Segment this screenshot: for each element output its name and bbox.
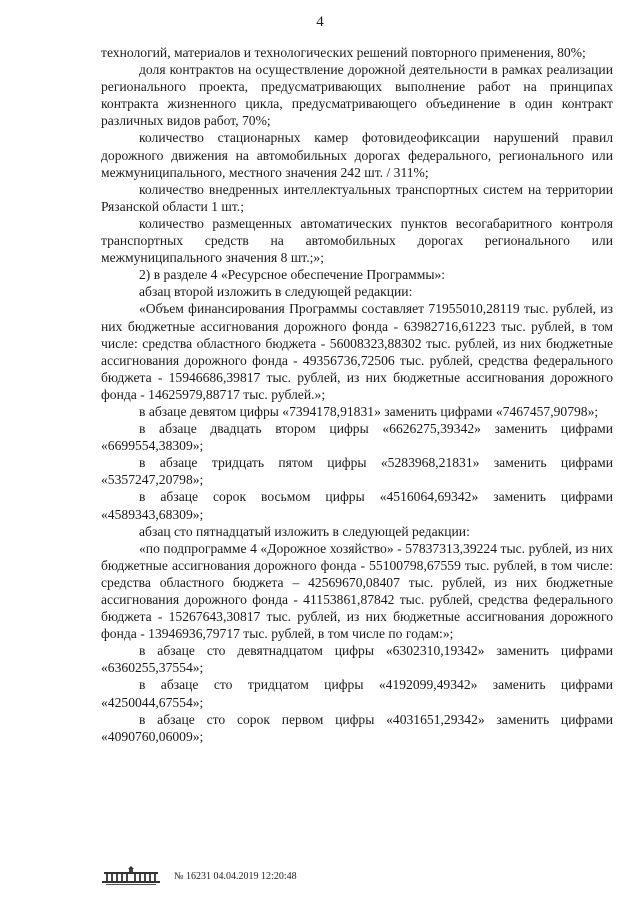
paragraph: количество внедренных интеллектуальных транспортных систем на территории Рязанской области 1 шт.; — [101, 181, 613, 214]
paragraph: «по подпрограмме 4 «Дорожное хозяйство» - 57837313,39224 тыс. рублей, из них бюджетные ассигнования дорожного фонда - 55100798,67559 тыс. рублей, в том числе: средства областного бюджета – 42569670,08407 тыс. рублей, из них бюджетные ассигнования дорожного фонда - 41153861,87842 тыс. рублей, средства федерального бюджета - 15267643,30817 тыс. рублей, из них бюджетные ассигнования дорожного фонда - 13946936,79717 тыс. рублей, в том числе по годам:»; — [101, 540, 613, 642]
document-body — [101, 44, 613, 745]
paragraph: в абзаце сорок восьмом цифры «4516064,69342» заменить цифрами «4589343,68309»; — [101, 489, 613, 522]
paragraph: абзац второй изложить в следующей редакции: — [139, 284, 413, 300]
paragraph: количество стационарных камер фотовидеофиксации нарушений правил дорожного движения на автомобильных дорогах федерального, регионального или межмуниципального, местного значения 242 шт. / 311%; — [101, 130, 613, 180]
paragraph: в абзаце двадцать втором цифры «6626275,39342» заменить цифрами «6699554,38309»; — [101, 421, 613, 454]
paragraph: количество размещенных автоматических пунктов весогабаритного контроля транспортных средств на автомобильных дорогах регионального или межмуниципального значения 8 шт.;»; — [101, 215, 613, 266]
paragraph: в абзаце тридцать пятом цифры «5283968,21831» заменить цифрами «5357247,20798»; — [101, 455, 613, 488]
paragraph: «Объем финансирования Программы составляет 71955010,28119 тыс. рублей, из них бюджетные ассигнования дорожного фонда - 63982716,61223 тыс. рублей, в том числе: средства областного бюджета - 56008323,88302 тыс. рублей, из них бюджетные ассигнования дорожного фонда - 49356736,72506 тыс. рублей, средства федерального бюджета - 15946686,39817 тыс. рублей, из них бюджетные ассигнования дорожного фонда - 14625979,88717 тыс. рублей.»; — [101, 301, 613, 402]
paragraph: в абзаце сто тридцатом цифры «4192099,49342» заменить цифрами «4250044,67554»; — [101, 677, 613, 710]
paragraph: в абзаце девятом цифры «7394178,91831» заменить цифрами «7467457,90798»; — [139, 403, 599, 419]
page-number: 4 — [316, 14, 324, 30]
paragraph: 2) в разделе 4 «Ресурсное обеспечение Программы»: — [139, 267, 446, 283]
paragraph: технологий, материалов и технологических решений повторного применения, 80%; — [101, 45, 586, 60]
registration-stamp: № 16231 04.04.2019 12:20:48 — [174, 870, 297, 882]
government-building-icon — [100, 865, 162, 887]
paragraph: в абзаце сто сорок первом цифры «4031651,29342» заменить цифрами «4090760,06009»; — [101, 711, 613, 744]
paragraph: в абзаце сто девятнадцатом цифры «6302310,19342» заменить цифрами «6360255,37554»; — [101, 643, 613, 676]
paragraph: абзац сто пятнадцатый изложить в следующей редакции: — [139, 523, 470, 539]
paragraph: доля контрактов на осуществление дорожной деятельности в рамках реализации регионального проекта, предусматривающих выполнение работ на принципах контракта жизненного цикла, предусматривающего объединение в один контракт различных видов работ, 70%; — [101, 62, 613, 129]
document-footer — [100, 861, 297, 891]
